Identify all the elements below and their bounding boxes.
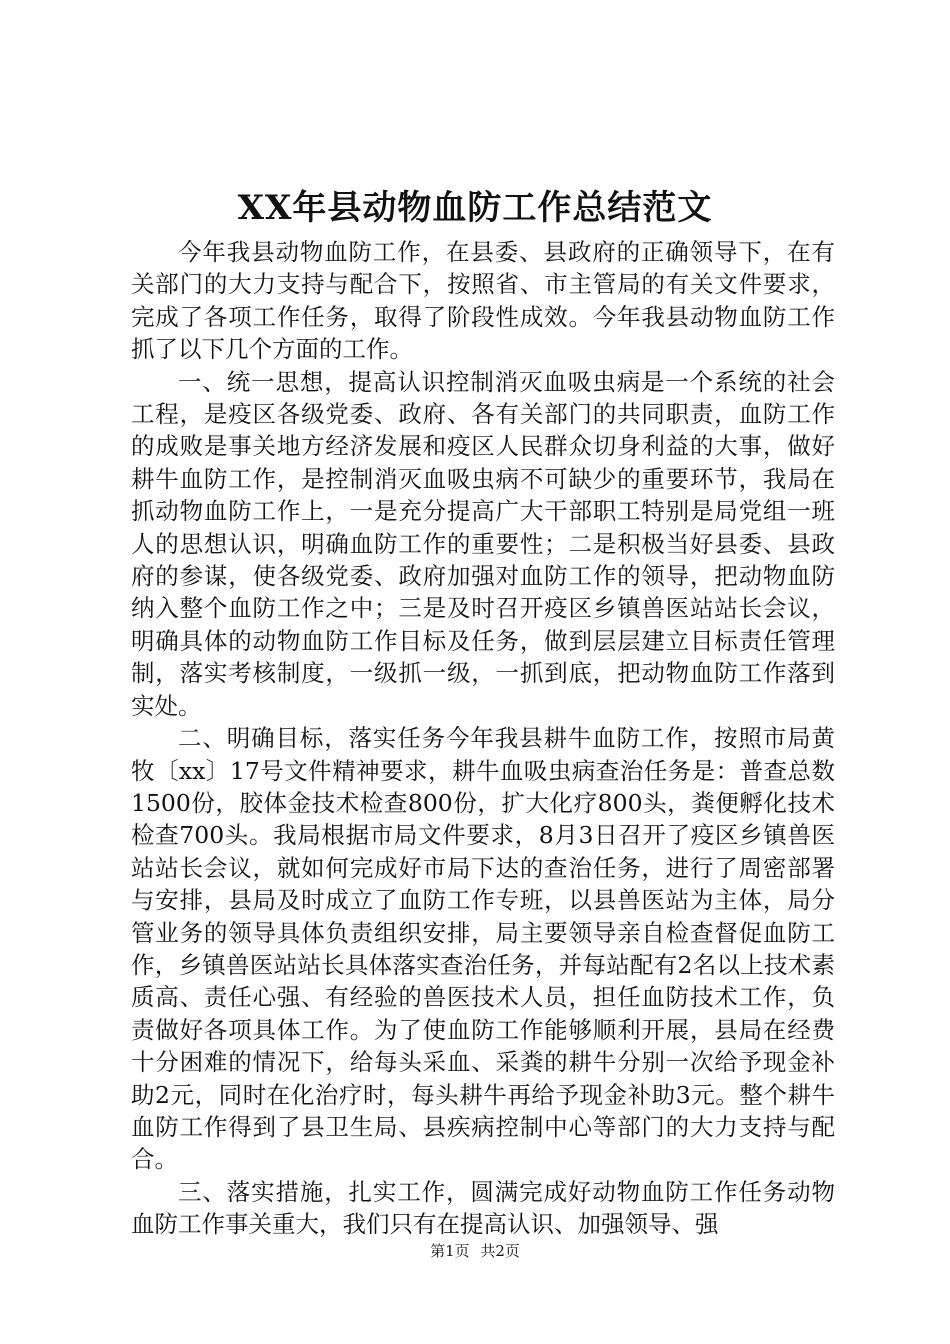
paragraph-section-2: 二、明确目标，落实任务今年我县耕牛血防工作，按照市局黄牧〔xx〕17号文件精神要求，耕牛血吸虫病查治任务是：普查总数1500份，胶体金技术检查800份，扩大化疗800头，粪便孵化技术检查700头。我局根据市局文件要求，8月3日召开了疫区乡镇兽医站站长会议，就如何完成好市局下达的查治任务，进行了周密部署与安排，县局及时成立了血防工作专班，以县兽医站为主体，局分管业务的领导具体负责组织安排，局主要领导亲自检查督促血防工作，乡镇兽医站站长具体落实查治任务，并每站配有2名以上技术素质高、责任心强、有经验的兽医技术人员，担任血防技术工作，负责做好各项具体工作。为了使血防工作能够顺利开展，县局在经费十分困难的情况下，给每头采血、采粪的耕牛分别一次给予现金补助2元，同时在化治疗时，每头耕牛再给予现金补助3元。整个耕牛血防工作得到了县卫生局、县疾病控制中心等部门的大力支持与配合。	[131, 724, 835, 1174]
document-title: XX年县动物血防工作总结范文	[237, 188, 713, 228]
page-number: 第1页	[430, 1242, 470, 1260]
paragraph-intro: 今年我县动物血防工作，在县委、县政府的正确领导下，在有关部门的大力支持与配合下，按照省、市主管局的有关文件要求，完成了各项工作任务，取得了阶段性成效。今年我县动物血防工作抓了以下几个方面的工作。	[131, 238, 835, 364]
page-total: 共2页	[480, 1242, 520, 1260]
page-footer	[0, 1241, 950, 1261]
document-body	[131, 236, 835, 1241]
paragraph-section-1: 一、统一思想，提高认识控制消灭血吸虫病是一个系统的社会工程，是疫区各级党委、政府、各有关部门的共同职责，血防工作的成败是事关地方经济发展和疫区人民群众切身利益的大事，做好耕牛血防工作，是控制消灭血吸虫病不可缺少的重要环节，我局在抓动物血防工作上，一是充分提高广大干部职工特别是局党组一班人的思想认识，明确血防工作的重要性；二是积极当好县委、县政府的参谋，使各级党委、政府加强对血防工作的领导，把动物血防纳入整个血防工作之中；三是及时召开疫区乡镇兽医站站长会议，明确具体的动物血防工作目标及任务，做到层层建立目标责任管理制，落实考核制度，一级抓一级，一抓到底，把动物血防工作落到实处。	[131, 367, 835, 720]
paragraph-section-3: 三、落实措施，扎实工作，圆满完成好动物血防工作任务动物血防工作事关重大，我们只有在提高认识、加强领导、强	[131, 1177, 835, 1239]
